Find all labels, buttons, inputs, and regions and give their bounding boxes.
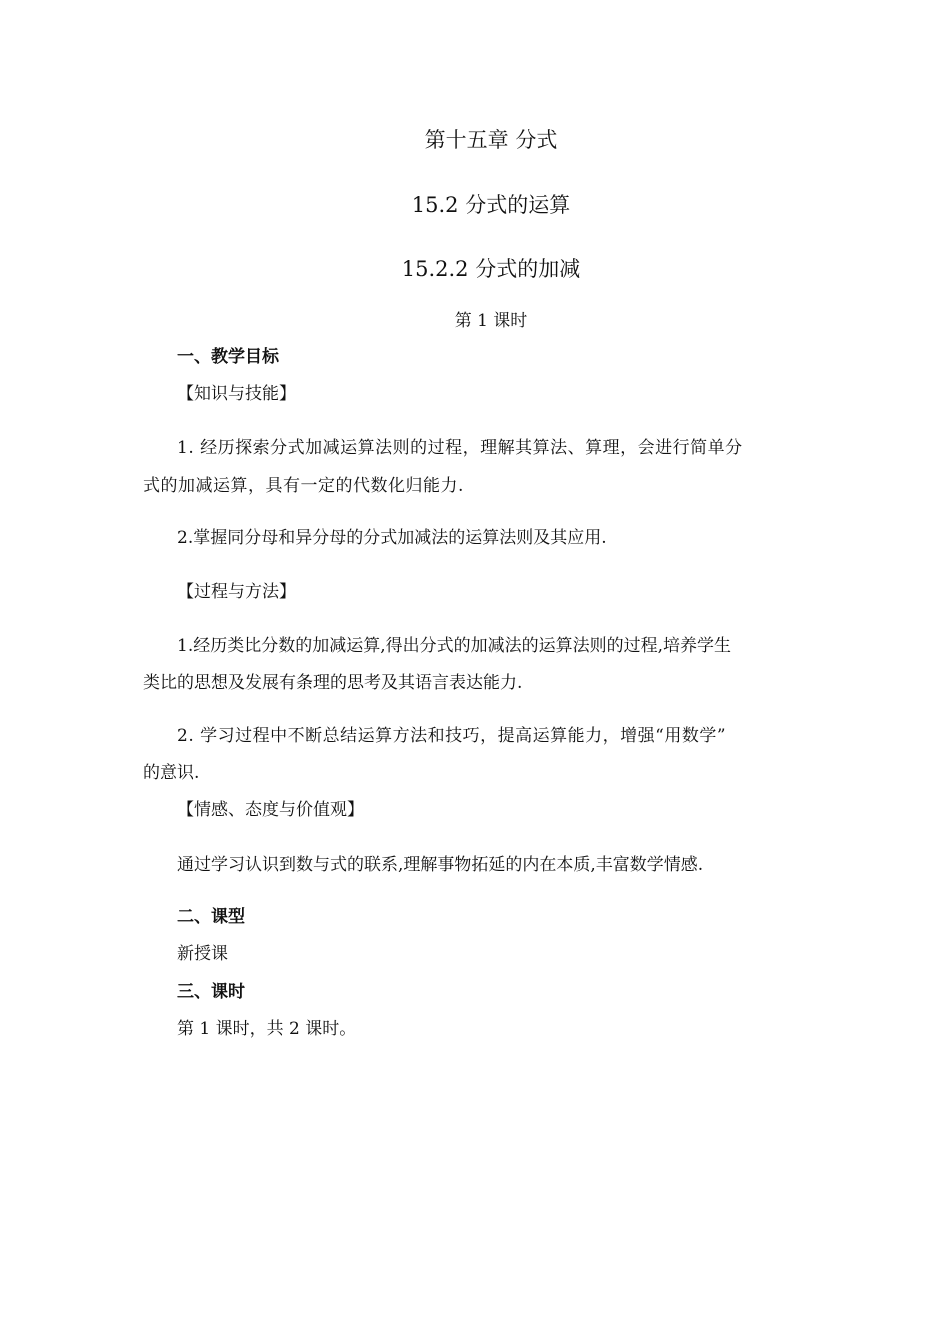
lesson-type-value: 新授课 bbox=[177, 944, 228, 964]
subsection-title: 15.2.2 分式的加减 bbox=[401, 257, 581, 281]
emotion-text: 通过学习认识到数与式的联系,理解事物拓延的内在本质,丰富数学情感. bbox=[177, 855, 704, 875]
lesson-hours-value: 第 1 课时，共 2 课时。 bbox=[177, 1019, 357, 1039]
emotion-heading: 【情感、态度与价值观】 bbox=[177, 800, 364, 820]
process-item-1-line-2: 类比的思想及发展有条理的思考及其语言表达能力. bbox=[143, 673, 523, 693]
lesson-hours-heading: 三、课时 bbox=[177, 982, 245, 1002]
knowledge-item-1-line-1: 1. 经历探索分式加减运算法则的过程，理解其算法、算理，会进行简单分 bbox=[177, 438, 743, 458]
chapter-title: 第十五章 分式 bbox=[424, 128, 558, 152]
process-item-2-line-2: 的意识. bbox=[143, 763, 200, 783]
knowledge-item-1-line-2: 式的加减运算，具有一定的代数化归能力. bbox=[143, 476, 464, 496]
lesson-type-heading: 二、课型 bbox=[177, 907, 245, 927]
process-item-1-line-1: 1.经历类比分数的加减运算,得出分式的加减法的运算法则的过程,培养学生 bbox=[177, 636, 732, 656]
period-label: 第 1 课时 bbox=[454, 311, 528, 331]
process-heading: 【过程与方法】 bbox=[177, 582, 296, 602]
process-item-2-line-1: 2. 学习过程中不断总结运算方法和技巧，提高运算能力，增强“用数学” bbox=[177, 726, 727, 746]
objectives-heading: 一、教学目标 bbox=[177, 347, 279, 367]
knowledge-heading: 【知识与技能】 bbox=[177, 384, 296, 404]
section-title: 15.2 分式的运算 bbox=[411, 193, 571, 217]
knowledge-item-2: 2.掌握同分母和异分母的分式加减法的运算法则及其应用. bbox=[177, 528, 607, 548]
